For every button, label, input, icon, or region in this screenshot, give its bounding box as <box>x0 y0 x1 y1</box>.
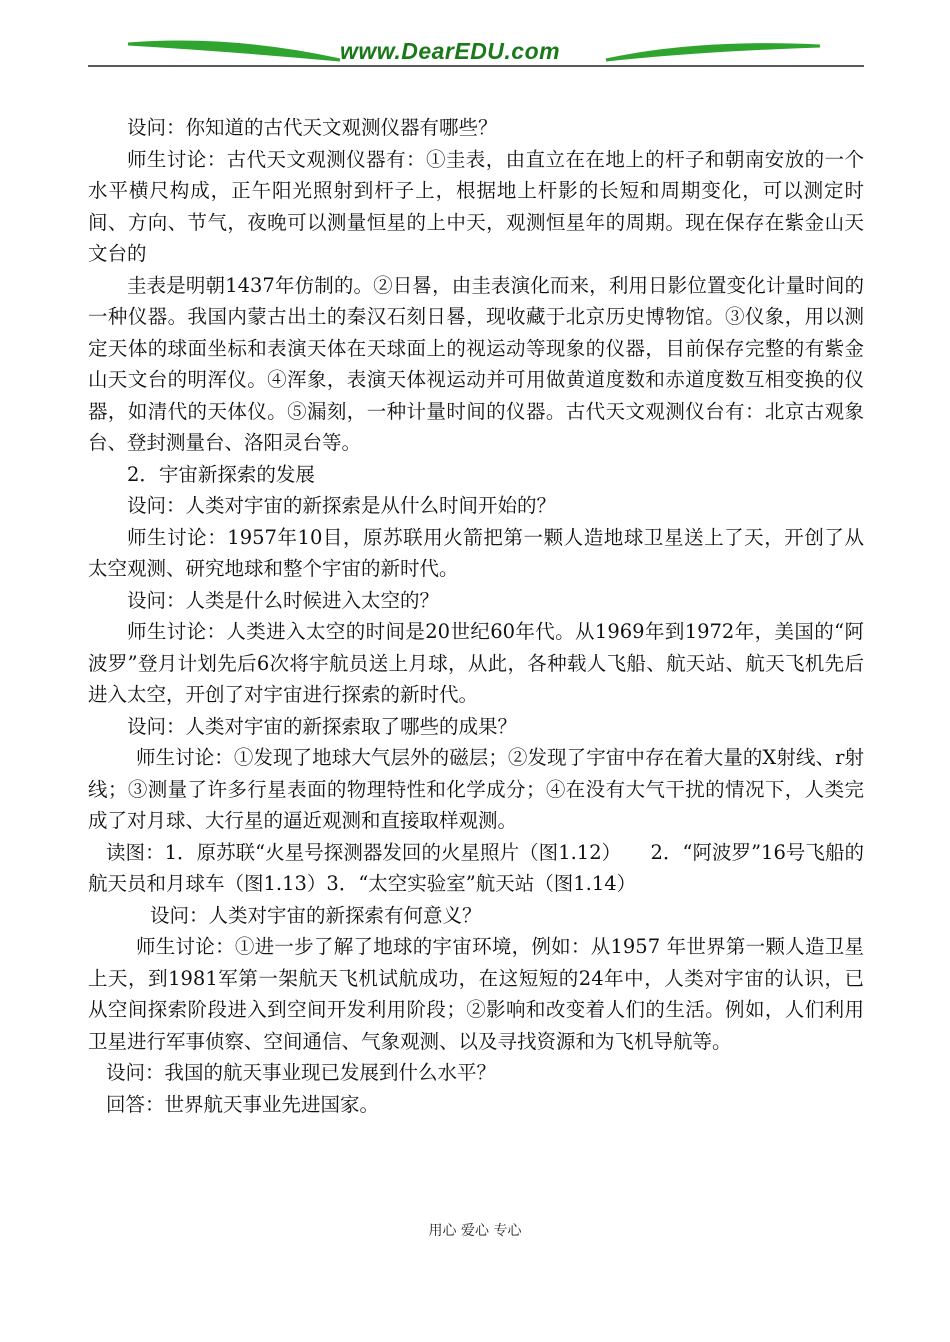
paragraph-question-space: 设问：人类是什么时候进入太空的？ <box>127 588 440 612</box>
site-url[interactable]: www.DearEDU.com <box>340 38 561 64</box>
paragraph-instruments-detail: 圭表是明朝1437年仿制的。②日晷，由圭表演化而来，利用日影位置变化计量时间的一种仪器。我国内蒙古出土的秦汉石刻日晷，现收藏于北京历史博物馆。③仪象，用以测定天体的球面坐标和表演天体在天球面上的视运动等现象的仪器，目前保存完整的有紫金山天文台的明浑仪。④浑象，表演天体视运动并可用做黄道度数和赤道度数互相变换的仪器，如清代的天体仪。⑤漏刻，一种计量时间的仪器。古代天文观测仪台有：北京古观象台、登封测量台、洛阳灵台等。 <box>88 273 864 454</box>
section-heading: 2．宇宙新探索的发展 <box>127 462 315 486</box>
paragraph-discussion-results: 师生讨论：①发现了地球大气层外的磁层；②发现了宇宙中存在着大量的X射线、r射线；③测量了许多行星表面的物理特性和化学成分；④在没有大气干扰的情况下，人类完成了对月球、大行星的逼近观测和直接取样观测。 <box>88 746 864 832</box>
paragraph-question-results: 设问：人类对宇宙的新探索取了哪些的成果？ <box>127 714 518 738</box>
page-header <box>0 0 950 80</box>
left-swoosh-icon <box>128 42 340 60</box>
paragraph-question-start: 设问：人类对宇宙的新探索是从什么时间开始的？ <box>127 494 557 517</box>
paragraph-question-meaning: 设问：人类对宇宙的新探索有何意义？ <box>150 903 482 927</box>
paragraph-discussion-start: 师生讨论：1957年10目，原苏联用火箭把第一颗人造地球卫星送上了天，开创了从太空观测、研究地球和整个宇宙的新时代。 <box>88 525 864 580</box>
right-swoosh-icon <box>606 45 820 60</box>
page-footer: 用心 爱心 专心 <box>428 1223 522 1239</box>
paragraph-question-instruments: 设问：你知道的古代天文观测仪器有哪些？ <box>127 116 498 139</box>
paragraph-discussion-instruments: 师生讨论：古代天文观测仪器有：①圭表，由直立在在地上的杆子和朝南安放的一个水平横尺构成，正午阳光照射到杆子上，根据地上杆影的长短和周期变化，可以测定时间、方向、节气，夜晚可以测量恒星的上中天，观测恒星年的周期。现在保存在紫金山天文台的 <box>88 147 864 265</box>
document-body <box>88 112 864 1120</box>
paragraph-discussion-meaning: 师生讨论：①进一步了解了地球的宇宙环境，例如：从1957 年世界第一颗人造卫星上天，到1981军第一架航天飞机试航成功，在这短短的24年中，人类对宇宙的认识，已从空间探索阶段进入到空间开发利用阶段；②影响和改变着人们的生活。例如，人们利用卫星进行军事侦察、空间通信、气象观测、以及寻找资源和为飞机导航等。 <box>88 935 864 1053</box>
paragraph-answer-china: 回答：世界航天事业先进国家。 <box>106 1092 380 1116</box>
paragraph-read-figures: 读图：1．原苏联“火星号探测器发回的火星照片（图1.12） 2．“阿波罗”16号飞船的航天员和月球车（图1.13）3．“太空实验室”航天站（图1.14） <box>88 840 864 895</box>
paragraph-question-china: 设问：我国的航天事业现已发展到什么水平？ <box>106 1061 497 1084</box>
paragraph-discussion-space: 师生讨论：人类进入太空的时间是20世纪60年代。从1969年到1972年，美国的“阿波罗”登月计划先后6次将宇航员送上月球，从此，各种载人飞船、航天站、航天飞机先后进入太空，开创了对宇宙进行探索的新时代。 <box>88 620 864 706</box>
